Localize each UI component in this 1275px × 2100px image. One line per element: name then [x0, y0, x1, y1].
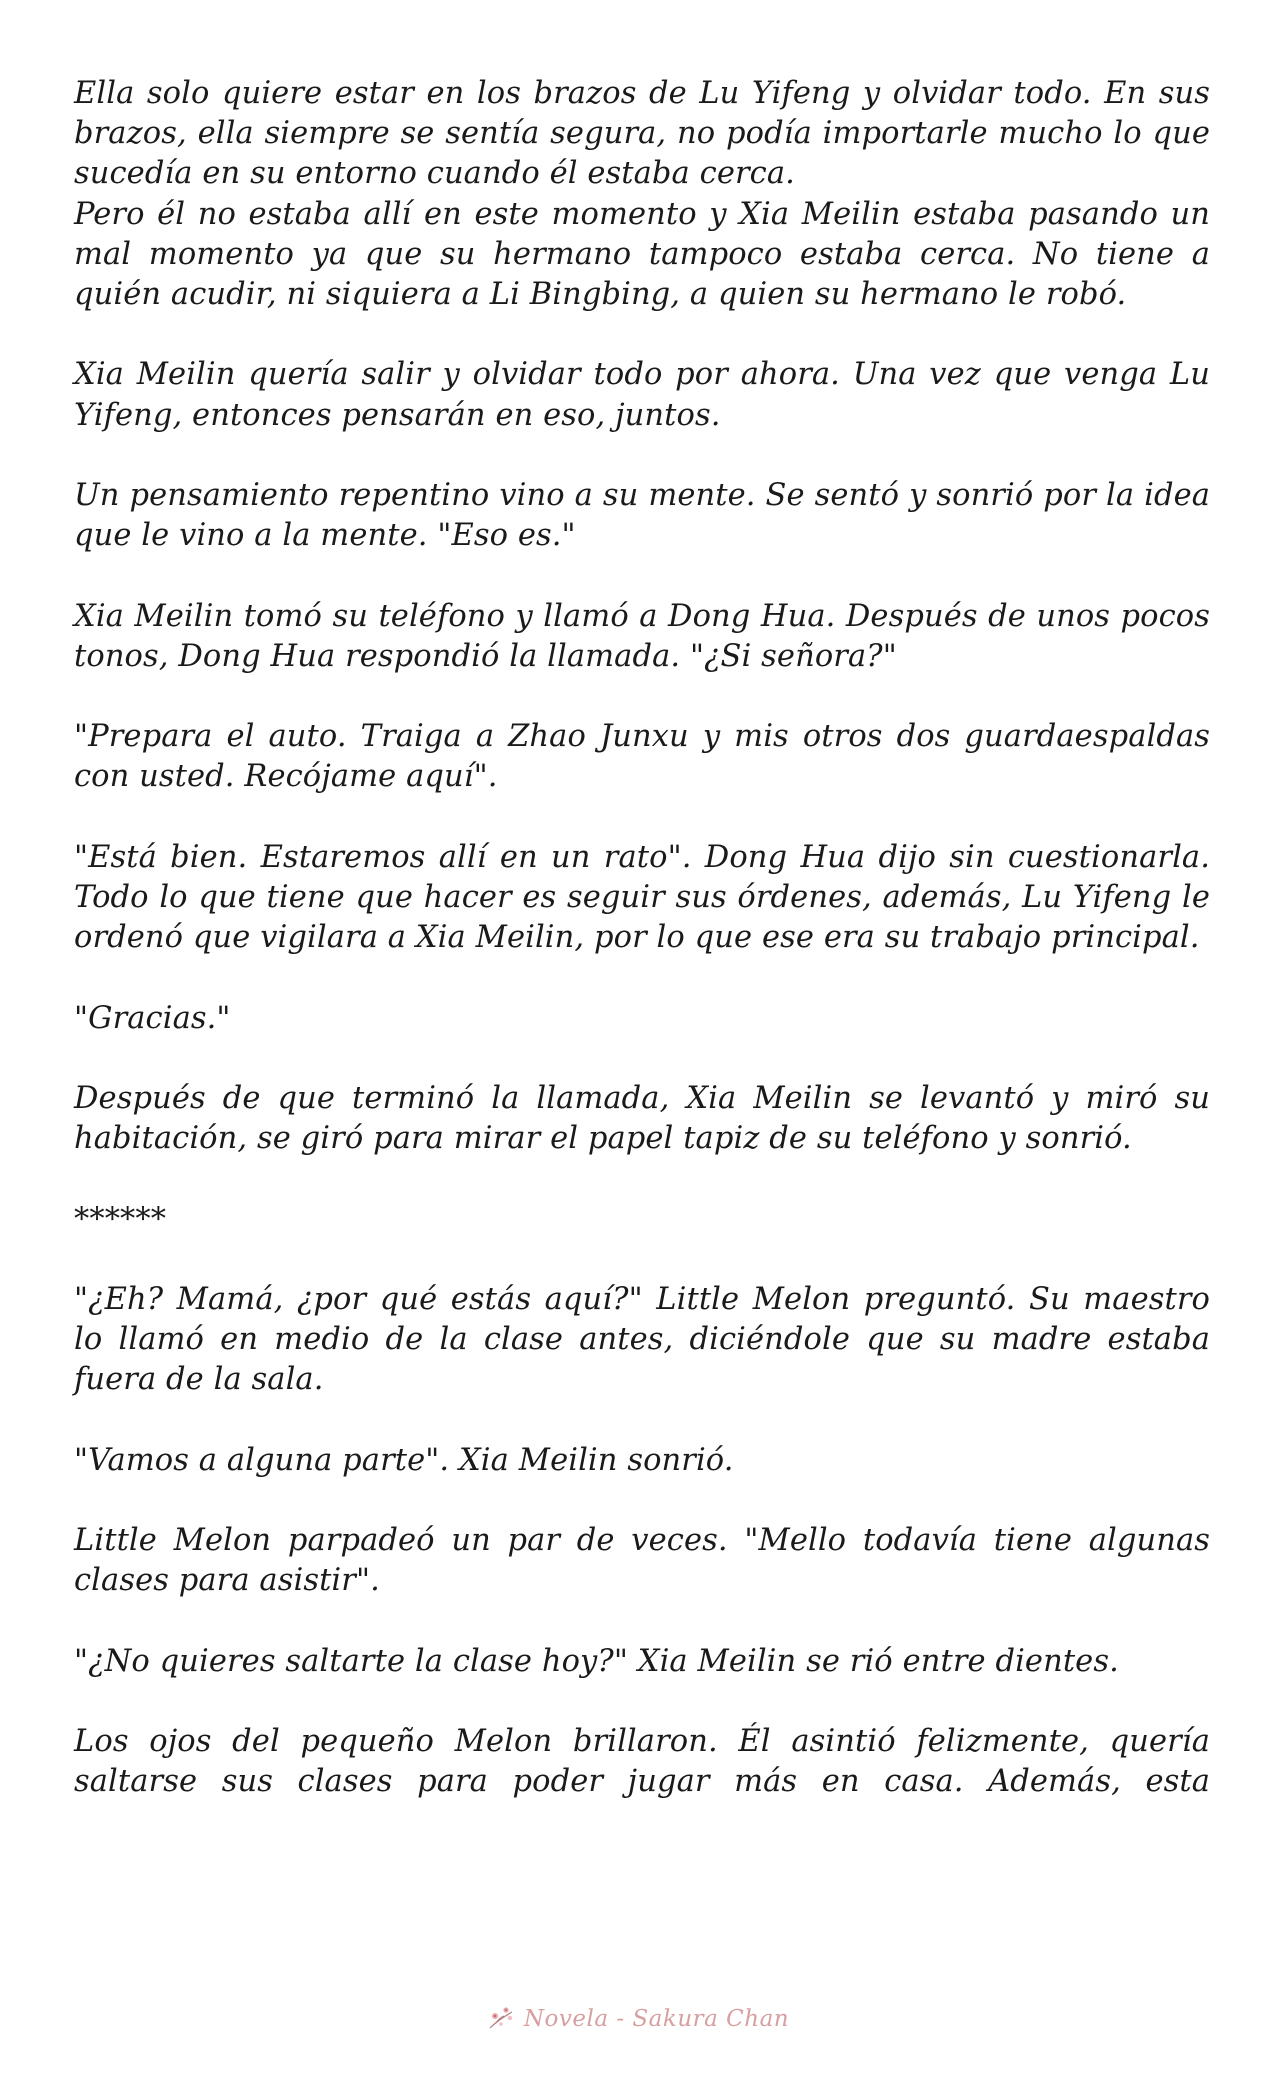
watermark-text: Novela - Sakura Chan	[523, 2006, 790, 2032]
cherry-blossom-icon	[486, 2004, 516, 2034]
paragraph: "Gracias."	[74, 1000, 231, 1036]
paragraph: Después de que terminó la llamada, Xia Meilin se levantó y miró su habitación, se giró para mirar el papel tapiz de su teléfono y sonrió.	[74, 1080, 1210, 1157]
watermark	[486, 2004, 789, 2034]
scene-break: ******	[74, 1201, 167, 1237]
paragraph: "¿No quieres saltarte la clase hoy?" Xia Meilin se rió entre dientes.	[74, 1643, 1119, 1679]
paragraph: Xia Meilin quería salir y olvidar todo por ahora. Una vez que venga Lu Yifeng, entonces pensarán en eso, juntos.	[74, 357, 1210, 433]
paragraph: "Vamos a alguna parte". Xia Meilin sonrió.	[74, 1442, 734, 1478]
document-body	[74, 74, 1210, 1803]
paragraph: Pero él no estaba allí en este momento y Xia Meilin estaba pasando un mal momento ya que su hermano tampoco estaba cerca. No tiene a quién acudir, ni siquiera a Li Bingbing, a quien su hermano le robó.	[74, 196, 1210, 313]
paragraph: Los ojos del pequeño Melon brillaron. Él asintió felizmente, quería saltarse sus clases para poder jugar más en casa. Además, esta	[74, 1724, 1210, 1800]
paragraph: Xia Meilin tomó su teléfono y llamó a Dong Hua. Después de unos pocos tonos, Dong Hua respondió la llamada. "¿Si señora?"	[74, 598, 1210, 674]
paragraph: "Prepara el auto. Traiga a Zhao Junxu y mis otros dos guardaespaldas con usted. Recójame aquí".	[74, 719, 1210, 795]
paragraph: "Está bien. Estaremos allí en un rato". Dong Hua dijo sin cuestionarla. Todo lo que tiene que hacer es seguir sus órdenes, además, Lu Yifeng le ordenó que vigilara a Xia Meilin, por lo que ese era su trabajo principal.	[74, 839, 1210, 956]
paragraph: Little Melon parpadeó un par de veces. "Mello todavía tiene algunas clases para asistir".	[74, 1523, 1210, 1599]
paragraph: Un pensamiento repentino vino a su mente. Se sentó y sonrió por la idea que le vino a la mente. "Eso es."	[74, 478, 1210, 554]
paragraph: "¿Eh? Mamá, ¿por qué estás aquí?" Little Melon preguntó. Su maestro lo llamó en medio de la clase antes, diciéndole que su madre estaba fuera de la sala.	[74, 1281, 1210, 1398]
watermark-footer	[0, 1994, 1275, 2044]
paragraph: Ella solo quiere estar en los brazos de Lu Yifeng y olvidar todo. En sus brazos, ella siempre se sentía segura, no podía importarle mucho lo que sucedía en su entorno cuando él estaba cerca.	[74, 76, 1210, 192]
